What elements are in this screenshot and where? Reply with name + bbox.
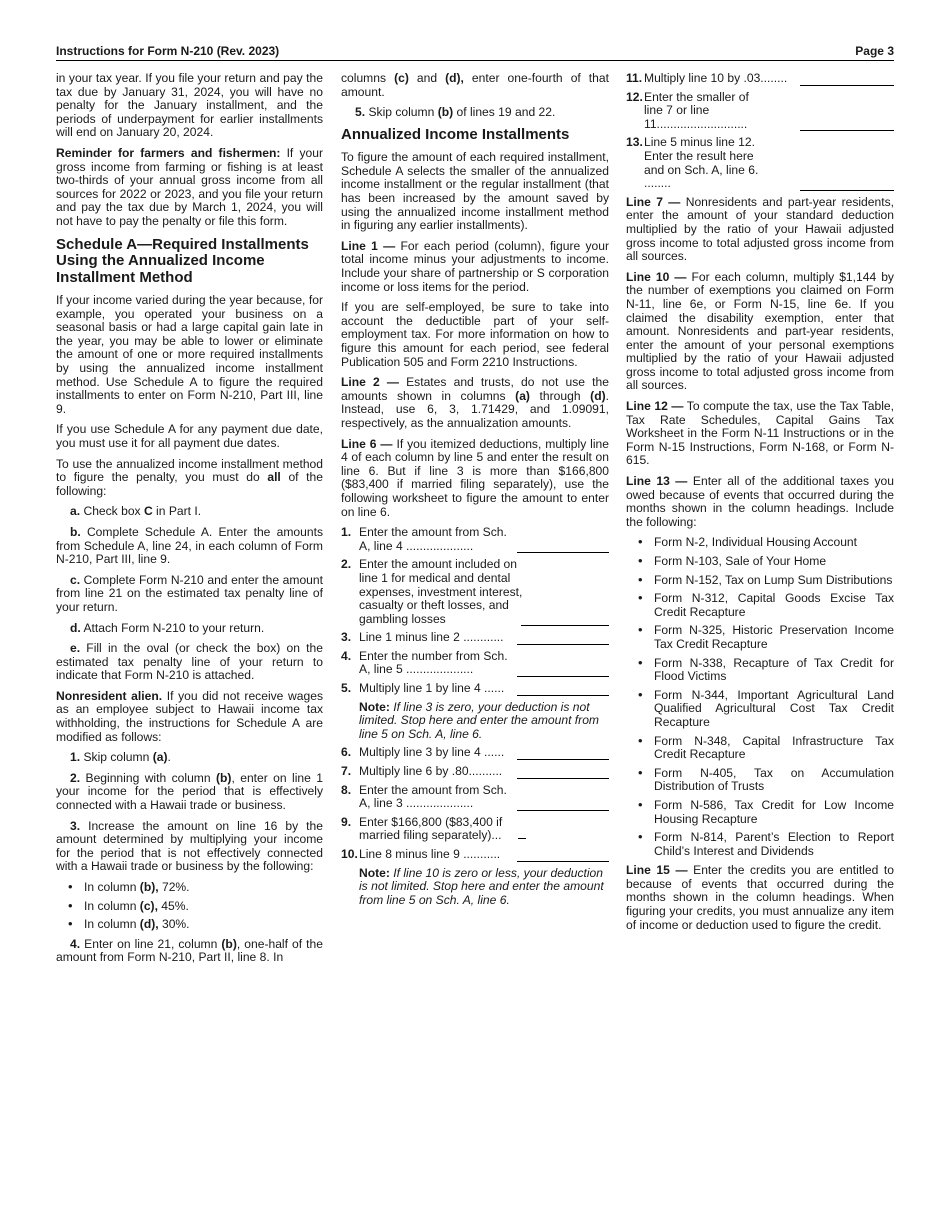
entry-line[interactable] [517,551,609,553]
entry-line[interactable] [517,809,609,811]
worksheet-row: 7. Multiply line 6 by .80.......... [341,765,609,779]
additional-taxes-list [626,536,894,858]
list-item: • Form N-103, Sale of Your Home [626,555,894,569]
varied-paragraph: If your income varied during the year because, for example, you operated your business on a seasonal basis or had a large capital gain late in the year, you may be able to lower or eliminate the amount of one or more required installments by using the annualized income installment method. Use Schedule A to figure the required installments to enter on Form N-210, Part III, line 9. [56,293,323,416]
reminder-label: Reminder for farmers and fishermen: [56,145,281,160]
list-item: • Form N-586, Tax Credit for Low Income Housing Recapture [626,799,894,826]
list-item: • In column (c), 45%. [56,900,323,914]
list-item: • Form N-2, Individual Housing Account [626,536,894,550]
worksheet-row: 1. Enter the amount from Sch. A, line 4 .................... [341,526,609,553]
line-13-paragraph: Line 13 — Enter all of the additional taxes you owed because of events that occurred during the months shown in the column headings. Include the following: [626,474,894,529]
worksheet-row: 5. Multiply line 1 by line 4 ...... [341,682,609,696]
nonresident-paragraph: Nonresident alien. If you did not receive wages as an employee subject to Hawaii income tax withholding, the instructions for Schedule A are modified as follows: [56,688,323,744]
step-c: c. Complete Form N-210 and enter the amount from line 21 on the estimated tax penalty line of your return. [56,572,323,614]
entry-line[interactable] [521,624,609,626]
list-item: • Form N-814, Parent’s Election to Report Child’s Interest and Dividends [626,831,894,858]
entry-line[interactable] [517,758,609,760]
list-item: • In column (d), 30%. [56,918,323,932]
entry-line[interactable] [800,189,894,191]
entry-line[interactable] [800,129,894,131]
worksheet-row: 13. Line 5 minus line 12. Enter the result here and on Sch. A, line 6. ........ [626,136,894,190]
list-item: • Form N-348, Capital Infrastructure Tax Credit Recapture [626,735,894,762]
worksheet-row: 11. Multiply line 10 by .03........ [626,72,894,86]
line-10-paragraph: Line 10 — For each column, multiply $1,144 by the number of exemptions you claimed on Form N-11, line 6e, or Form N-15, line 6e. If you claimed the disability exemption, enter that amount. Nonresidents and part-year residents, enter the amount of your personal exemptions multiplied by the ratio of your Hawaii adjusted gross income to total adjusted gross income from all sources. [626,269,894,393]
nr-step-2: 2. Beginning with column (b), enter on line 1 your income for the period that is effectively connected with a Hawaii trade or business. [56,770,323,813]
deduction-worksheet [341,526,609,907]
list-item: • Form N-152, Tax on Lump Sum Distributions [626,574,894,588]
step-e: e. Fill in the oval (or check the box) on the estimated tax penalty line of your return to indicate that Form N-210 is attached. [56,641,323,683]
nr-step-5: 5. Skip column (b) of lines 19 and 22. [355,105,556,120]
worksheet-row: 10. Line 8 minus line 9 ........... [341,848,609,862]
line-7-paragraph: Line 7 — Nonresidents and part-year residents, enter the amount of your standard deduction multiplied by the ratio of your Hawaii adjusted gross income to total adjusted gross income from all sources. [626,194,895,264]
worksheet-row: 3. Line 1 minus line 2 ............ [341,631,609,645]
to-use-paragraph: To use the annualized income installment method to figure the penalty, you must do all of the following: [56,456,323,498]
entry-line[interactable] [517,675,609,677]
line-15-paragraph: Line 15 — Enter the credits you are entitled to because of events that occurred during the months shown in the column headings. When figuring your credits, you must annualize any item of income or deduction used to figure the credit. [626,863,894,932]
continued-paragraph: columns (c) and (d), enter one-fourth of that amount. [341,71,609,99]
worksheet-row: 4. Enter the number from Sch. A, line 5 .................... [341,650,609,677]
column-1 [56,72,323,972]
entry-line[interactable] [518,838,526,839]
nr-step-3: 3. Increase the amount on line 16 by the amount determined by multiplying your income for the period that is not effectively connected with a Hawaii trade or business by the following: [56,818,323,874]
list-item: • Form N-344, Important Agricultural Land Qualified Agricultural Cost Tax Credit Recapture [626,689,894,730]
worksheet-row: 6. Multiply line 3 by line 4 ...... [341,746,609,760]
worksheet-row: 2. Enter the amount included on line 1 for medical and dental expenses, investment interest, casualty or theft losses, and gambling losses [341,558,609,626]
page-header [56,43,894,61]
nr-step-4: 4. Enter on line 21, column (b), one-half of the amount from Form N-210, Part II, line 8. In [56,936,323,965]
worksheet-note: Note: If line 3 is zero, your deduction is not limited. Stop here and enter the amount from line 5 on Sch. A, line 6. [359,699,599,741]
list-item: • Form N-338, Recapture of Tax Credit for Flood Victims [626,657,894,684]
list-item: • Form N-312, Capital Goods Excise Tax Credit Recapture [626,592,894,619]
step-b: b. Complete Schedule A. Enter the amounts from Schedule A, line 24, in each column of Form N-210, Part III, line 9. [56,524,323,567]
self-employed-paragraph: If you are self-employed, be sure to take into account the deductible part of your self-employment tax. For more information on how to figure this amount for each period, see federal Publication 505 and Form 2210 Instructions. [341,300,609,369]
entry-line[interactable] [517,694,609,696]
any-date-paragraph: If you use Schedule A for any payment due date, you must use it for all payment due dates. [56,422,323,450]
entry-line[interactable] [800,84,894,86]
list-item: • Form N-325, Historic Preservation Income Tax Credit Recapture [626,624,894,651]
entry-line[interactable] [517,860,609,862]
schedule-a-heading: Schedule A—Required Installments Using the Annualized Income Installment Method [56,235,309,286]
worksheet-row: 12. Enter the smaller of line 7 or line 11........................... [626,91,894,132]
line-2-paragraph: Line 2 — Estates and trusts, do not use the amounts shown in columns (a) through (d). Instead, use 6, 3, 1.71429, and 1.09091, respectively, as the annualization amounts. [341,375,609,430]
list-item: • In column (b), 72%. [56,881,323,895]
nr-step-1: 1. Skip column (a). [70,750,171,765]
deduction-worksheet-continued [626,72,894,191]
step-d: d. Attach Form N-210 to your return. [70,620,265,635]
column-3 [626,72,894,939]
figure-paragraph: To figure the amount of each required installment, Schedule A selects the smaller of the annualized income installment or the regular installment (that has been increased by the amount saved by using the annualized income installment method in figuring any earlier installments). [341,150,609,233]
form-title: Instructions for Form N-210 (Rev. 2023) [56,44,280,58]
line-1-paragraph: Line 1 — For each period (column), figure your total income minus your adjustments to income. Include your share of partnership or S corporation income or loss items for the period. [341,238,609,294]
list-item: • Form N-405, Tax on Accumulation Distribution of Trusts [626,767,894,794]
line-6-paragraph: Line 6 — If you itemized deductions, multiply line 4 of each column by line 5 and enter the result on line 6. But if line 3 is more than $166,800 ($83,400 if married filing separately), use the following worksheet to figure the amount to enter on line 6. [341,436,609,519]
column-2 [341,72,609,912]
annualized-heading: Annualized Income Installments [341,125,570,143]
entry-line[interactable] [517,777,609,779]
line-12-paragraph: Line 12 — To compute the tax, use the Tax Table, Tax Rate Schedules, Capital Gains Tax Worksheet in the Form N-11 Instructions or in the Form N-15 Instructions, Form N-168, or Form N-615. [626,399,894,468]
page-number: Page 3 [855,44,894,58]
worksheet-row: 8. Enter the amount from Sch. A, line 3 .................... [341,784,609,811]
worksheet-note: Note: If line 10 is zero or less, your deduction is not limited. Stop here and enter the amount from line 5 on Sch. A, line 6. [359,865,604,907]
column-rate-list [56,881,323,932]
intro-paragraph: in your tax year. If you file your return and pay the tax due by January 31, 2024, you will have no penalty for the January installment, and the periods of underpayment for earlier installments will end on January 20, 2024. [56,71,323,140]
step-a: a. Check box C in Part I. [70,504,202,519]
reminder-paragraph: Reminder for farmers and fishermen: If your gross income from farming or fishing is at least two-thirds of your annual gross income from all sources for 2022 or 2023, and you file your return and pay the tax due by March 1, 2024, you will not have to pay the penalty or file this form. [56,145,324,228]
worksheet-row: 9. Enter $166,800 ($83,400 if married filing separately)... [341,816,609,843]
entry-line[interactable] [517,643,609,645]
